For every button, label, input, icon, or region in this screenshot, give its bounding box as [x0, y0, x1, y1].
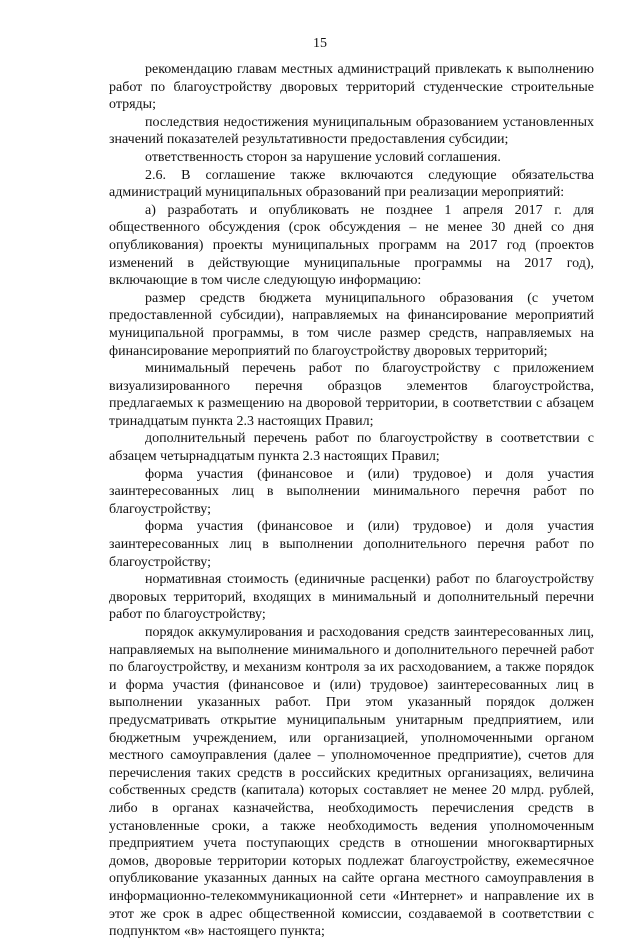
paragraph: последствия недостижения муниципальным образованием установленных значений показателей результативности предоставления субсидии; — [109, 114, 594, 148]
paragraph: нормативная стоимость (единичные расценки) работ по благоустройству дворовых территорий, входящих в минимальный и дополнительный перечни работ по благоустройству; — [109, 572, 594, 623]
paragraph: рекомендацию главам местных администраций привлекать к выполнению работ по благоустройству дворовых территорий студенческие строительные отряды; — [109, 62, 594, 113]
paragraph: форма участия (финансовое и (или) трудовое) и доля участия заинтересованных лиц в выполнении дополнительного перечня работ по благоустройству; — [109, 519, 594, 570]
paragraph: а) разработать и опубликовать не позднее 1 апреля 2017 г. для общественного обсуждения (срок обсуждения – не менее 30 дней со дня опубликования) проекты муниципальных программ на 2017 год (проектов изменений в действующие муниципальные программы на 2017 год), включающие в том числе следующую информацию: — [109, 202, 594, 289]
document-body — [109, 61, 594, 941]
paragraph: форма участия (финансовое и (или) трудовое) и доля участия заинтересованных лиц в выполнении минимального перечня работ по благоустройству; — [109, 466, 594, 517]
paragraph: дополнительный перечень работ по благоустройству в соответствии с абзацем четырнадцатым пункта 2.3 настоящих Правил; — [109, 431, 594, 465]
paragraph: размер средств бюджета муниципального образования (с учетом предоставленной субсидии), направляемых на финансирование мероприятий муниципальной программы, в том числе размер средств, направляемых на финансирование мероприятий по благоустройству дворовых территорий; — [109, 290, 594, 359]
paragraph: ответственность сторон за нарушение условий соглашения. — [145, 149, 501, 165]
paragraph: минимальный перечень работ по благоустройству с приложением визуализированного перечня образцов элементов благоустройства, предлагаемых к размещению на дворовой территории, в соответствии с абзацем тринадцатым пункта 2.3 настоящих Правил; — [109, 361, 594, 429]
paragraph: 2.6. В соглашение также включаются следующие обязательства администраций муниципальных образований при реализации мероприятий: — [109, 167, 594, 201]
paragraph: порядок аккумулирования и расходования средств заинтересованных лиц, направляемых на выполнение минимального и дополнительного перечней работ по благоустройству, и механизм контроля за их расходованием, а также порядок и форма участия (финансовое и (или) трудовое) заинтересованных лиц в выполнении указанных работ. При этом указанный порядок должен предусматривать открытие муниципальным унитарным предприятием, или бюджетным учреждением, или организацией, уполномоченными органом местного самоуправления (далее – уполномоченное предприятие), счетов для перечисления таких средств в российских кредитных организациях, величина собственных средств (капитала) которых составляет не менее 20 млрд. рублей, либо в органах казначейства, необходимость перечисления средств в установленные сроки, а также необходимость ведения уполномоченным предприятием учета поступающих средств в отношении многоквартирных домов, дворовые территории которых подлежат благоустройству, ежемесячное опубликование указанных данных на сайте органа местного самоуправления в информационно-телекоммуникационной сети «Интернет» и направление их в этот же срок в адрес общественной комиссии, создаваемой в соответствии с подпунктом «в» настоящего пункта; — [109, 625, 594, 940]
page-number: 15 — [313, 36, 327, 51]
